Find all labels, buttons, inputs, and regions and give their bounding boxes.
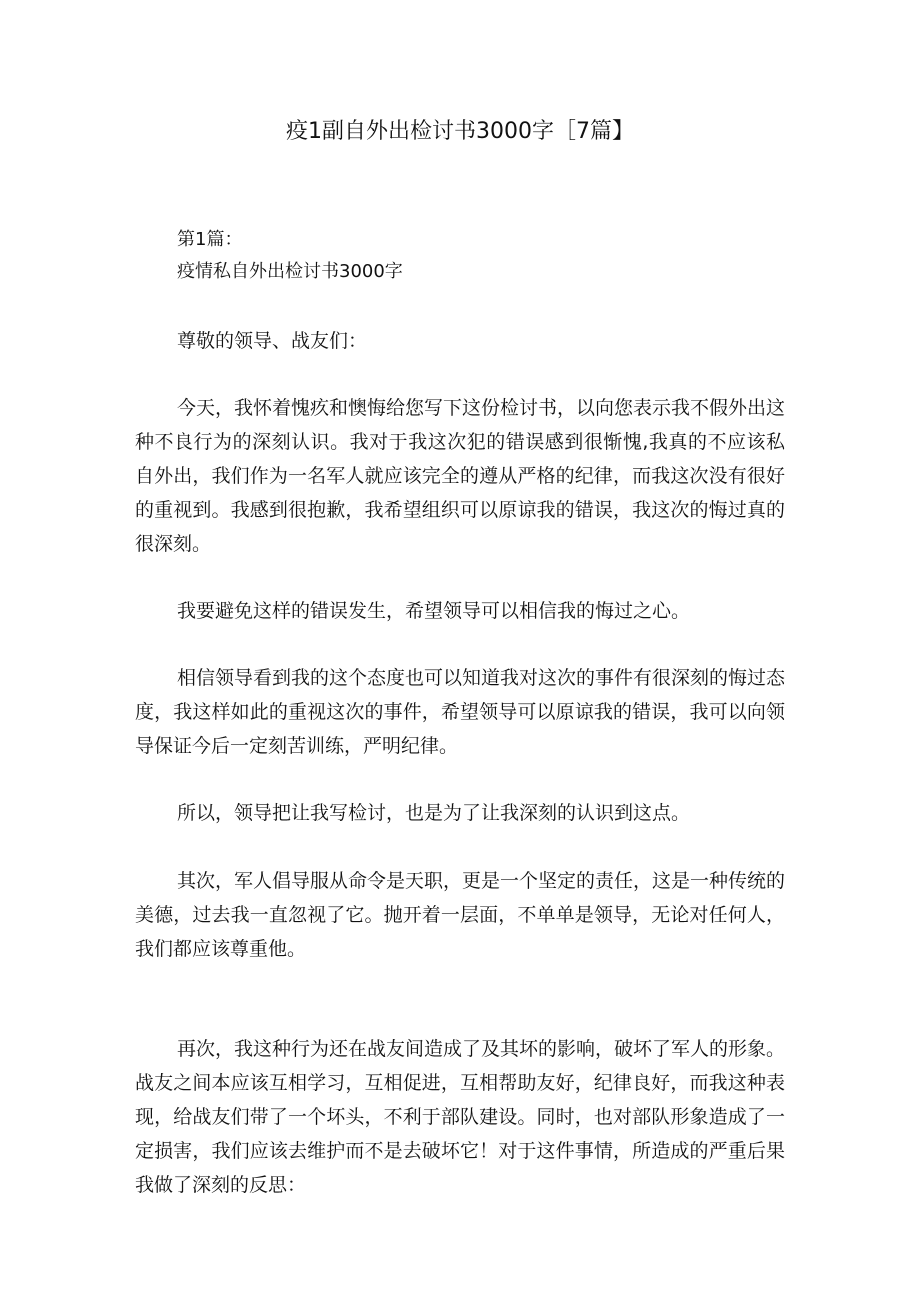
paragraph: 今天，我怀着愧疚和懊悔给您写下这份检讨书，以向您表示我不假外出这种不良行为的深刻认识。我对于我这次犯的错误感到很惭愧,我真的不应该私自外出，我们作为一名军人就应该完全的遵从严格的纪律，而我这次没有很好的重视到。我感到很抱歉，我希望组织可以原谅我的错误，我这次的悔过真的很深刻。 [135,397,786,555]
paragraph: 其次，军人倡导服从命令是天职，更是一个坚定的责任，这是一种传统的美德，过去我一直忽视了它。抛开着一层面，不单单是领导，无论对任何人，我们都应该尊重他。 [135,870,786,960]
paragraph: 相信领导看到我的这个态度也可以知道我对这次的事件有很深刻的悔过态度，我这样如此的重视这次的事件，希望领导可以原谅我的错误，我可以向领导保证今后一定刻苦训练，严明纪律。 [135,667,786,757]
chapter-heading [135,224,827,288]
chapter-label: 第1篇： [177,229,243,250]
paragraph: 我要避免这样的错误发生，希望领导可以相信我的悔过之心。 [177,600,691,622]
paragraph: 所以，领导把让我写检讨，也是为了让我深刻的认识到这点。 [177,802,691,824]
chapter-title: 疫情私自外出检讨书3000字 [177,261,403,282]
paragraph: 再次，我这种行为还在战友间造成了及其坏的影响，破坏了军人的形象。战友之间本应该互相学习，互相促进，互相帮助友好，纪律良好，而我这种表现，给战友们带了一个坏头，不利于部队建设。同时，也对部队形象造成了一定损害，我们应该去维护而不是去破坏它！对于这件事情，所造成的严重后果我做了深刻的反思： [135,1038,786,1196]
salutation: 尊敬的领导、战友们： [177,330,368,352]
document-title: 疫1副自外出检讨书3000字［7篇】 [286,119,634,144]
